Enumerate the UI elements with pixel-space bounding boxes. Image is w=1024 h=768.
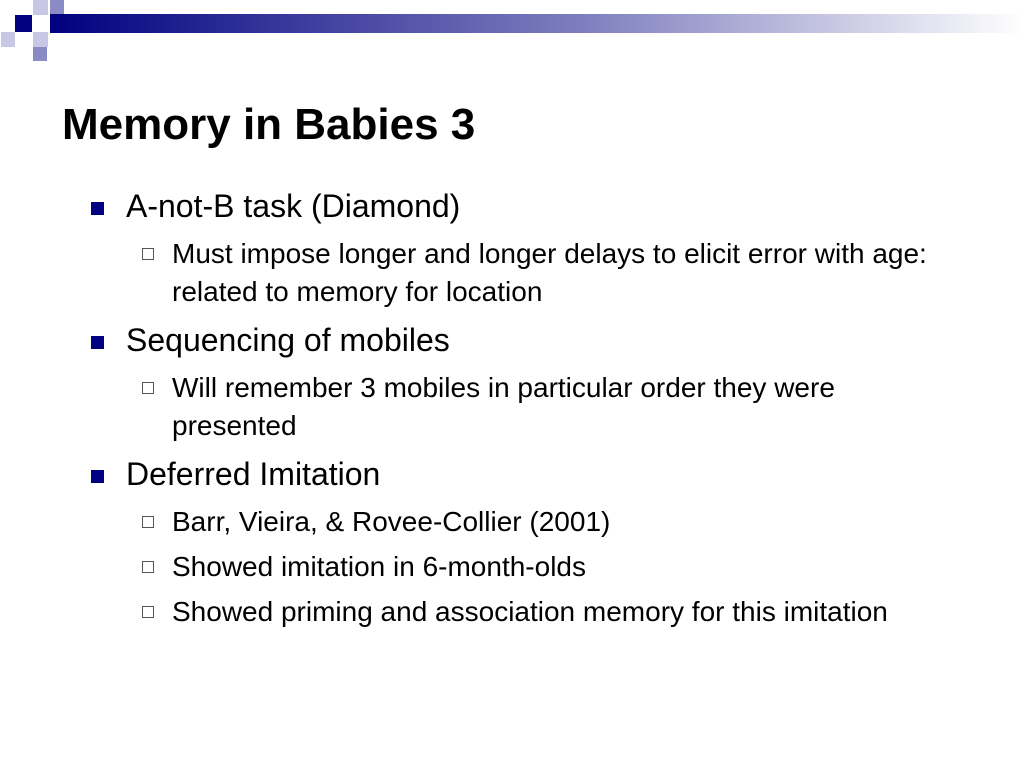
- sub-bullet-text: Showed priming and association memory for this imitation: [172, 596, 888, 627]
- gradient-banner: [0, 0, 1024, 64]
- bullet-text: A-not-B task (Diamond): [126, 188, 461, 224]
- filled-square-icon: [91, 336, 104, 349]
- gradient-bar: [50, 14, 1024, 33]
- hollow-square-icon: [142, 248, 154, 260]
- sub-bullet-text: Showed imitation in 6-month-olds: [172, 551, 586, 582]
- hollow-square-icon: [142, 516, 154, 528]
- bullet-text: Sequencing of mobiles: [126, 322, 450, 358]
- sub-bullet-text: Must impose longer and longer delays to elicit error with age: related to memory for location: [172, 238, 927, 307]
- slide-title: Memory in Babies 3: [62, 100, 476, 149]
- hollow-square-icon: [142, 606, 154, 618]
- deco-square-light: [33, 32, 48, 47]
- deco-square-dark: [15, 15, 32, 32]
- deco-square-light: [33, 0, 48, 15]
- deco-square-mid: [50, 0, 64, 14]
- sub-bullet-text: Will remember 3 mobiles in particular order they were presented: [172, 372, 835, 441]
- hollow-square-icon: [142, 382, 154, 394]
- header-decoration: [0, 0, 1024, 64]
- sub-bullet-text: Barr, Vieira, & Rovee-Collier (2001): [172, 506, 611, 537]
- deco-square-mid: [33, 47, 47, 61]
- bullet-text: Deferred Imitation: [126, 456, 381, 492]
- hollow-square-icon: [142, 561, 154, 573]
- deco-square-light: [1, 32, 15, 47]
- filled-square-icon: [91, 470, 104, 483]
- filled-square-icon: [91, 202, 104, 215]
